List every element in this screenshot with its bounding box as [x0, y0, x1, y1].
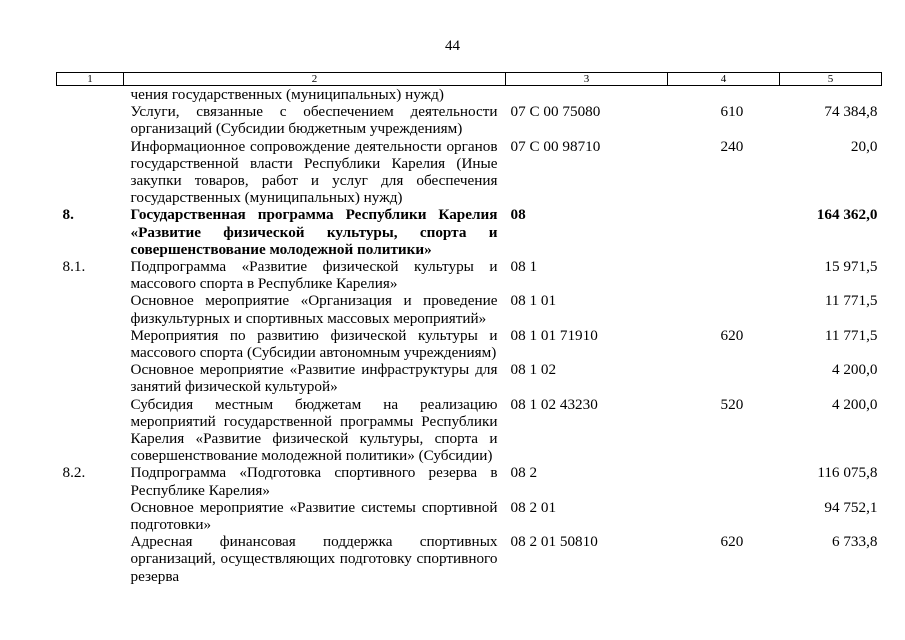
table-row	[57, 103, 882, 137]
row-code: 07 С 00 75080	[510, 103, 601, 121]
row-amount: 94 752,1	[824, 498, 878, 516]
row-expense-type: 620	[720, 533, 744, 551]
row-amount: 4 200,0	[831, 361, 878, 379]
row-number	[57, 138, 124, 207]
row-number: 8.1.	[62, 258, 86, 276]
row-code: 08	[510, 206, 526, 224]
header-row	[57, 73, 882, 86]
row-number	[57, 396, 124, 465]
table-header	[57, 73, 882, 86]
row-name: Подпрограмма «Подготовка спортивного резерва в Республике Карелия»	[130, 464, 498, 499]
table-row	[57, 138, 882, 207]
header-col-3: 3	[506, 73, 668, 86]
row-name: Мероприятия по развитию физической культуры и массового спорта (Субсидии автономным учреждениям)	[130, 326, 498, 362]
row-code: 08 2	[510, 464, 538, 482]
row-number: 8.2.	[62, 464, 86, 482]
table-row	[57, 464, 882, 498]
row-amount: 164 362,0	[816, 206, 878, 224]
table-row	[57, 361, 882, 395]
header-col-4: 4	[668, 73, 780, 86]
row-expense-type	[668, 292, 780, 326]
row-name: Услуги, связанные с обеспечением деятельности организаций (Субсидии бюджетным учреждениям)	[130, 103, 498, 138]
row-number	[57, 86, 124, 104]
row-expense-type: 240	[720, 137, 744, 155]
table-row	[57, 396, 882, 465]
row-name: Основное мероприятие «Развитие инфраструктуры для занятий физической культурой»	[130, 361, 498, 396]
row-number	[57, 103, 124, 137]
row-code: 08 1 01	[510, 292, 557, 310]
row-number: 8.	[62, 206, 74, 224]
row-amount: 6 733,8	[831, 533, 878, 551]
row-expense-type: 620	[720, 326, 744, 344]
table-row	[57, 206, 882, 258]
row-number	[57, 499, 124, 533]
row-amount: 4 200,0	[831, 395, 878, 413]
row-code	[506, 86, 668, 104]
row-name: чения государственных (муниципальных) нужд)	[130, 86, 444, 103]
budget-table	[56, 72, 882, 585]
row-name: Подпрограмма «Развитие физической культуры и массового спорта в Республике Карелия»	[130, 258, 498, 293]
row-expense-type	[668, 258, 780, 292]
row-code: 08 1 02	[510, 361, 557, 379]
row-name: Субсидия местным бюджетам на реализацию мероприятий государственной программы Республики Карелия «Развитие физической культуры, спорта и совершенствование молодежной политики» (Субсидии)	[130, 395, 498, 465]
row-amount: 74 384,8	[824, 103, 878, 121]
row-amount	[780, 86, 882, 104]
row-code: 08 1	[510, 258, 538, 276]
row-name: Основное мероприятие «Организация и проведение физкультурных и спортивных массовых мероприятий»	[130, 292, 498, 327]
row-name: Адресная финансовая поддержка спортивных организаций, осуществляющих подготовку спортивного резерва	[130, 533, 498, 585]
row-amount: 15 971,5	[824, 258, 878, 276]
header-col-2: 2	[124, 73, 506, 86]
row-number	[57, 327, 124, 361]
row-name: Основное мероприятие «Развитие системы спортивной подготовки»	[130, 498, 498, 534]
row-number	[57, 533, 124, 585]
row-code: 08 1 01 71910	[510, 326, 598, 344]
row-expense-type	[668, 86, 780, 104]
row-expense-type	[668, 499, 780, 533]
row-number	[57, 292, 124, 326]
table-row	[57, 327, 882, 361]
row-expense-type: 520	[720, 395, 744, 413]
row-expense-type	[668, 464, 780, 498]
table-row	[57, 499, 882, 533]
page-number: 44	[445, 38, 460, 54]
header-col-1: 1	[57, 73, 124, 86]
row-name: Информационное сопровождение деятельности органов государственной власти Республики Карелия (Иные закупки товаров, работ и услуг для обеспечения государственных (муниципальных) нужд)	[130, 137, 498, 207]
header-col-5: 5	[780, 73, 882, 86]
row-code: 07 С 00 98710	[510, 137, 601, 155]
table-row	[57, 86, 882, 104]
row-code: 08 2 01	[510, 498, 557, 516]
row-code: 08 1 02 43230	[510, 395, 598, 413]
row-number	[57, 361, 124, 395]
row-expense-type	[668, 206, 780, 258]
row-expense-type	[668, 361, 780, 395]
table-body	[57, 86, 882, 585]
row-amount: 20,0	[850, 137, 878, 155]
row-amount: 11 771,5	[824, 326, 878, 344]
row-amount: 11 771,5	[824, 292, 878, 310]
row-expense-type: 610	[720, 103, 744, 121]
row-name: Государственная программа Республики Карелия «Развитие физической культуры, спорта и совершенствование молодежной политики»	[130, 206, 498, 258]
table-row	[57, 292, 882, 326]
table-row	[57, 258, 882, 292]
row-amount: 116 075,8	[817, 464, 878, 482]
row-code: 08 2 01 50810	[510, 533, 598, 551]
table-row	[57, 533, 882, 585]
